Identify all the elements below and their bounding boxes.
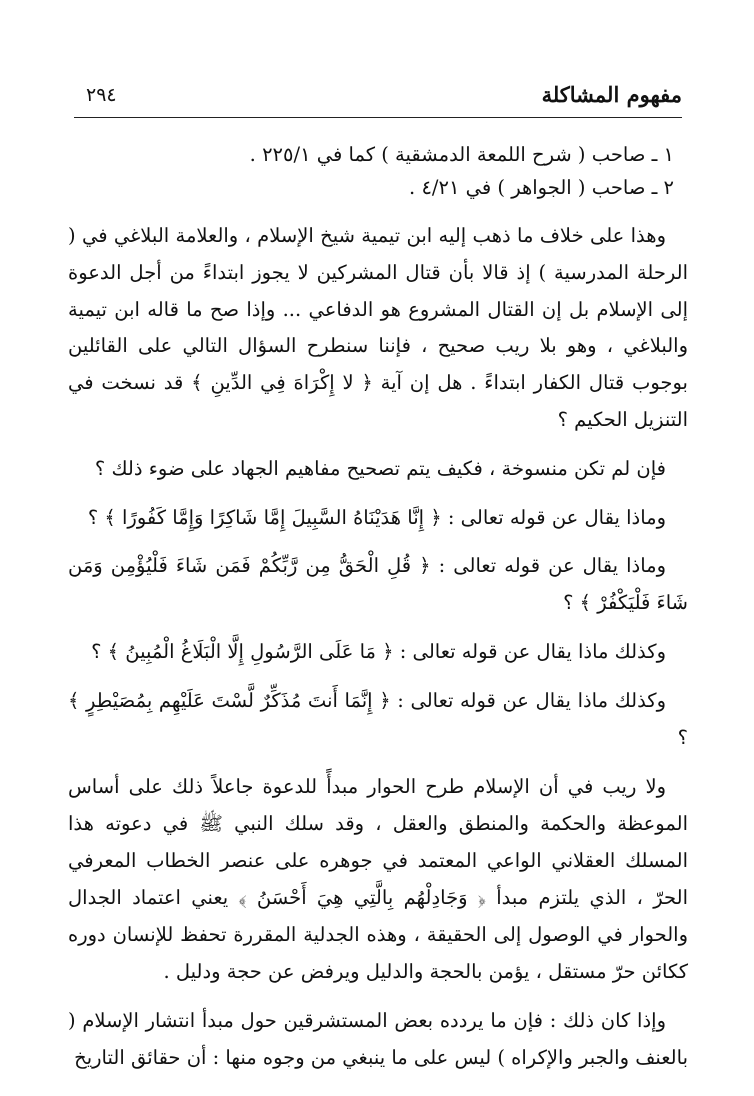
page-number: ٢٩٤ [86,84,117,106]
footnote-1: ١ ـ صاحب ( شرح اللمعة الدمشقية ) كما في ٢٢٥/١ . [249,143,674,166]
paragraph-6: وكذلك ماذا يقال عن قوله تعالى : ﴿ إِنَّمَا أَنتَ مُذَكِّرٌ لَّسْتَ عَلَيْهِم بِمُصَيْطِرٍ ﴾ ؟ [68,688,688,749]
body-text [68,138,688,1088]
paragraph-7: ولا ريب في أن الإسلام طرح الحوار مبدأً للدعوة جاعلاً ذلك على أساس الموعظة والحكمة والمنطق والعقل ، وقد سلك النبي ﷺ في دعوته هذا المسلك العقلاني الواعي المعتمد في جوهره على عنصر الخطاب المعرفي الحرّ ، الذي يلتزم مبدأ ﴿ وَجَادِلْهُم بِالَّتِي هِيَ أَحْسَنُ ﴾ يعني اعتماد الجدال والحوار في الوصول إلى الحقيقة ، وهذه الجدلية المقررة تحفظ للإنسان دوره ككائن حرّ مستقل ، يؤمن بالحجة والدليل ويرفض عن حجة ودليل . [68,775,688,984]
running-title: مفهوم المشاكلة [541,82,682,107]
paragraph-1: وهذا على خلاف ما ذهب إليه ابن تيمية شيخ الإسلام ، والعلامة البلاغي في ( الرحلة المدرسية ) إذ قالا بأن قتال المشركين لا يجوز ابتداءً من أجل الدعوة إلى الإسلام بل إن القتال المشروع هو الدفاعي ... وإذا صح ما قاله ابن تيمية والبلاغي ، وهو بلا ريب صحيح ، فإننا سنطرح السؤال التالي على القائلين بوجوب قتال الكفار ابتداءً . هل إن آية ﴿ لا إِكْرَاهَ فِي الدِّينِ ﴾ قد نسخت في التنزيل الحكيم ؟ [68,224,688,431]
page-header [74,76,682,116]
footnotes [68,138,688,204]
paragraph-4: وماذا يقال عن قوله تعالى : ﴿ قُلِ الْحَقُّ مِن رَّبِّكُمْ فَمَن شَاءَ فَلْيُؤْمِن وَمَن شَاءَ فَلْيَكْفُرْ ﴾ ؟ [68,554,688,615]
paragraph-2: فإن لم تكن منسوخة ، فكيف يتم تصحيح مفاهيم الجهاد على ضوء ذلك ؟ [94,456,666,480]
footnote-2: ٢ ـ صاحب ( الجواهر ) في ٤/٢١ . [409,176,674,199]
paragraph-5: وكذلك ماذا يقال عن قوله تعالى : ﴿ مَا عَلَى الرَّسُولِ إِلَّا الْبَلَاغُ الْمُبِينُ ﴾ ؟ [91,639,666,663]
header-rule [74,117,682,118]
paragraph-8: وإذا كان ذلك : فإن ما يردده بعض المستشرقين حول مبدأ انتشار الإسلام ( بالعنف والجبر والإكراه ) ليس على ما ينبغي من وجوه منها : أن حقائق التاريخ [68,1009,688,1070]
paragraph-3: وماذا يقال عن قوله تعالى : ﴿ إِنَّا هَدَيْنَاهُ السَّبِيلَ إِمَّا شَاكِرًا وَإِمَّا كَفُورًا ﴾ ؟ [87,505,666,529]
